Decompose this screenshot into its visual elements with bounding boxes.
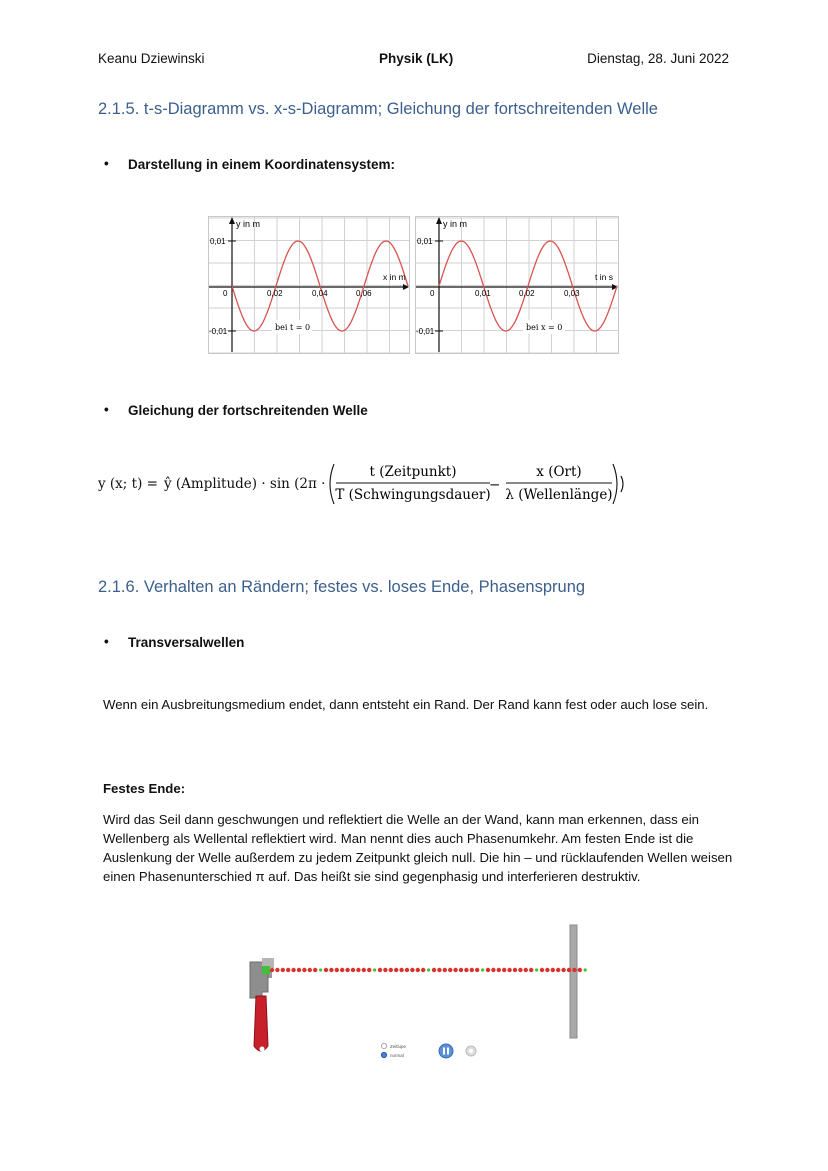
rope-bead bbox=[270, 968, 274, 972]
paren-open bbox=[330, 464, 334, 504]
header-subject: Physik (LK) bbox=[379, 51, 454, 66]
subheading-festes-ende: Festes Ende: bbox=[103, 781, 186, 796]
rope-bead bbox=[448, 968, 452, 972]
radio-normal-label: normal bbox=[390, 1053, 404, 1058]
rope-bead bbox=[545, 968, 549, 972]
rope-bead bbox=[524, 968, 528, 972]
rope-bead bbox=[507, 968, 511, 972]
wrench-hole bbox=[260, 1047, 265, 1052]
header-date: Dienstag, 28. Juni 2022 bbox=[587, 51, 729, 66]
intro-paragraph: Wenn ein Ausbreitungsmedium endet, dann entsteht ein Rand. Der Rand kann fest oder auch lose sein. bbox=[103, 697, 709, 712]
fraction2-numerator: x (Ort) bbox=[536, 464, 582, 480]
fraction1-numerator: t (Zeitpunkt) bbox=[369, 464, 457, 480]
x-tick-label: 0,01 bbox=[475, 289, 491, 298]
rope-bead bbox=[567, 968, 571, 972]
rope-bead bbox=[427, 968, 430, 971]
rope-bead bbox=[378, 968, 382, 972]
rope-bead bbox=[502, 968, 506, 972]
rope-bead bbox=[486, 968, 490, 972]
rope-bead bbox=[491, 968, 495, 972]
rope-bead bbox=[313, 968, 317, 972]
rope-bead bbox=[394, 968, 398, 972]
xs-diagram bbox=[208, 216, 410, 354]
origin-label: 0 bbox=[430, 289, 435, 298]
y-tick-label-bottom: -0,01 bbox=[209, 327, 228, 336]
rope-bead bbox=[324, 968, 328, 972]
plot-caption: bei x = 0 bbox=[526, 323, 563, 332]
x-tick-label: 0,06 bbox=[356, 289, 372, 298]
rope-bead bbox=[399, 968, 403, 972]
rope-bead bbox=[367, 968, 371, 972]
rope-bead bbox=[362, 968, 366, 972]
rope-beads bbox=[270, 968, 587, 972]
rope-simulation bbox=[240, 922, 590, 1062]
rope-bead bbox=[335, 968, 339, 972]
equation-lhs: y (x; t) = bbox=[98, 476, 158, 492]
rope-bead bbox=[513, 968, 517, 972]
rope-bead bbox=[286, 968, 290, 972]
equation-fractions bbox=[322, 458, 632, 510]
rope-bead bbox=[453, 968, 457, 972]
radio-zeitlupe[interactable] bbox=[381, 1043, 386, 1048]
equation-amplitude: ŷ (Amplitude) · sin (2π · bbox=[164, 476, 326, 492]
rope-bead bbox=[410, 968, 414, 972]
rope-bead bbox=[351, 968, 355, 972]
rope-bead bbox=[535, 968, 538, 971]
pause-icon bbox=[447, 1048, 449, 1055]
x-axis-label: t in s bbox=[595, 272, 613, 282]
rope-bead bbox=[497, 968, 501, 972]
rope-bead bbox=[584, 968, 587, 971]
rope-bead bbox=[529, 968, 533, 972]
y-tick-label-bottom: -0,01 bbox=[416, 327, 435, 336]
rope-bead bbox=[437, 968, 441, 972]
section-title-2-1-5: 2.1.5. t-s-Diagramm vs. x-s-Diagramm; Gleichung der fortschreitenden Welle bbox=[98, 100, 658, 118]
reset-icon bbox=[469, 1049, 473, 1053]
rope-bead bbox=[308, 968, 312, 972]
paren-close-inner bbox=[613, 464, 617, 504]
pause-button[interactable] bbox=[439, 1044, 453, 1058]
rope-bead bbox=[470, 968, 474, 972]
bullet-koordinatensystem: • Darstellung in einem Koordinatensystem: bbox=[128, 157, 395, 172]
rope-bead bbox=[302, 968, 306, 972]
rope-bead bbox=[443, 968, 447, 972]
rope-bead bbox=[475, 968, 479, 972]
wrench-handle bbox=[254, 996, 268, 1051]
pause-icon bbox=[443, 1048, 445, 1055]
rope-bead bbox=[356, 968, 360, 972]
x-tick-label: 0,03 bbox=[564, 289, 580, 298]
ts-diagram bbox=[415, 216, 619, 354]
rope-bead bbox=[291, 968, 295, 972]
rope-bead bbox=[551, 968, 555, 972]
rope-bead bbox=[518, 968, 522, 972]
rope-bead bbox=[432, 968, 436, 972]
rope-bead bbox=[329, 968, 333, 972]
y-axis-label: y in m bbox=[236, 219, 261, 229]
radio-zeitlupe-label: Zeitlupe bbox=[390, 1044, 407, 1049]
rope-bead bbox=[421, 968, 425, 972]
rope-anchor bbox=[262, 966, 270, 974]
x-axis-label: x in m bbox=[383, 272, 406, 282]
grid bbox=[416, 217, 618, 353]
bullet-transversalwellen: • Transversalwellen bbox=[128, 635, 244, 650]
rope-bead bbox=[281, 968, 285, 972]
origin-label: 0 bbox=[223, 289, 228, 298]
minus-sign: − bbox=[489, 477, 501, 493]
section-title-2-1-6: 2.1.6. Verhalten an Rändern; festes vs. loses Ende, Phasensprung bbox=[98, 578, 586, 596]
radio-normal[interactable] bbox=[381, 1052, 386, 1057]
rope-bead bbox=[561, 968, 565, 972]
wall-pole bbox=[570, 925, 577, 1038]
rope-bead bbox=[389, 968, 393, 972]
rope-bead bbox=[416, 968, 420, 972]
x-tick-label: 0,04 bbox=[312, 289, 328, 298]
y-axis-label: y in m bbox=[443, 219, 468, 229]
rope-bead bbox=[340, 968, 344, 972]
rope-bead bbox=[572, 968, 576, 972]
festes-ende-paragraph: Wird das Seil dann geschwungen und reflektiert die Welle an der Wand, kann man erkennen, dass ein Wellenberg als Wellental reflektiert wird. Man nennt dies auch Phasenumkehr. Am festen Ende ist die Auslenkung der Welle außerdem zu jedem Zeitpunkt gleich null. Die hin – und rücklaufenden Wellen weisen einen Phasenunterschied π auf. Das heißt sie sind gegenphasig und interferieren destruktiv. bbox=[103, 812, 733, 884]
paren-close-outer bbox=[621, 476, 623, 492]
x-tick-label: 0,02 bbox=[519, 289, 535, 298]
fraction1-denominator: T (Schwingungsdauer) bbox=[335, 487, 491, 503]
x-tick-label: 0,02 bbox=[267, 289, 283, 298]
rope-bead bbox=[556, 968, 560, 972]
rope-bead bbox=[464, 968, 468, 972]
rope-bead bbox=[540, 968, 544, 972]
rope-bead bbox=[383, 968, 387, 972]
rope-bead bbox=[297, 968, 301, 972]
bullet-gleichung: • Gleichung der fortschreitenden Welle bbox=[128, 403, 368, 418]
rope-bead bbox=[319, 968, 322, 971]
rope-bead bbox=[345, 968, 349, 972]
rope-bead bbox=[578, 968, 582, 972]
rope-bead bbox=[275, 968, 279, 972]
header-author: Keanu Dziewinski bbox=[98, 51, 205, 66]
rope-bead bbox=[373, 968, 376, 971]
rope-bead bbox=[481, 968, 484, 971]
rope-bead bbox=[459, 968, 463, 972]
fraction2-denominator: λ (Wellenlänge) bbox=[505, 487, 613, 503]
y-tick-label-top: 0,01 bbox=[417, 237, 433, 246]
y-tick-label-top: 0,01 bbox=[210, 237, 226, 246]
rope-bead bbox=[405, 968, 409, 972]
plot-caption: bei t = 0 bbox=[275, 323, 311, 332]
